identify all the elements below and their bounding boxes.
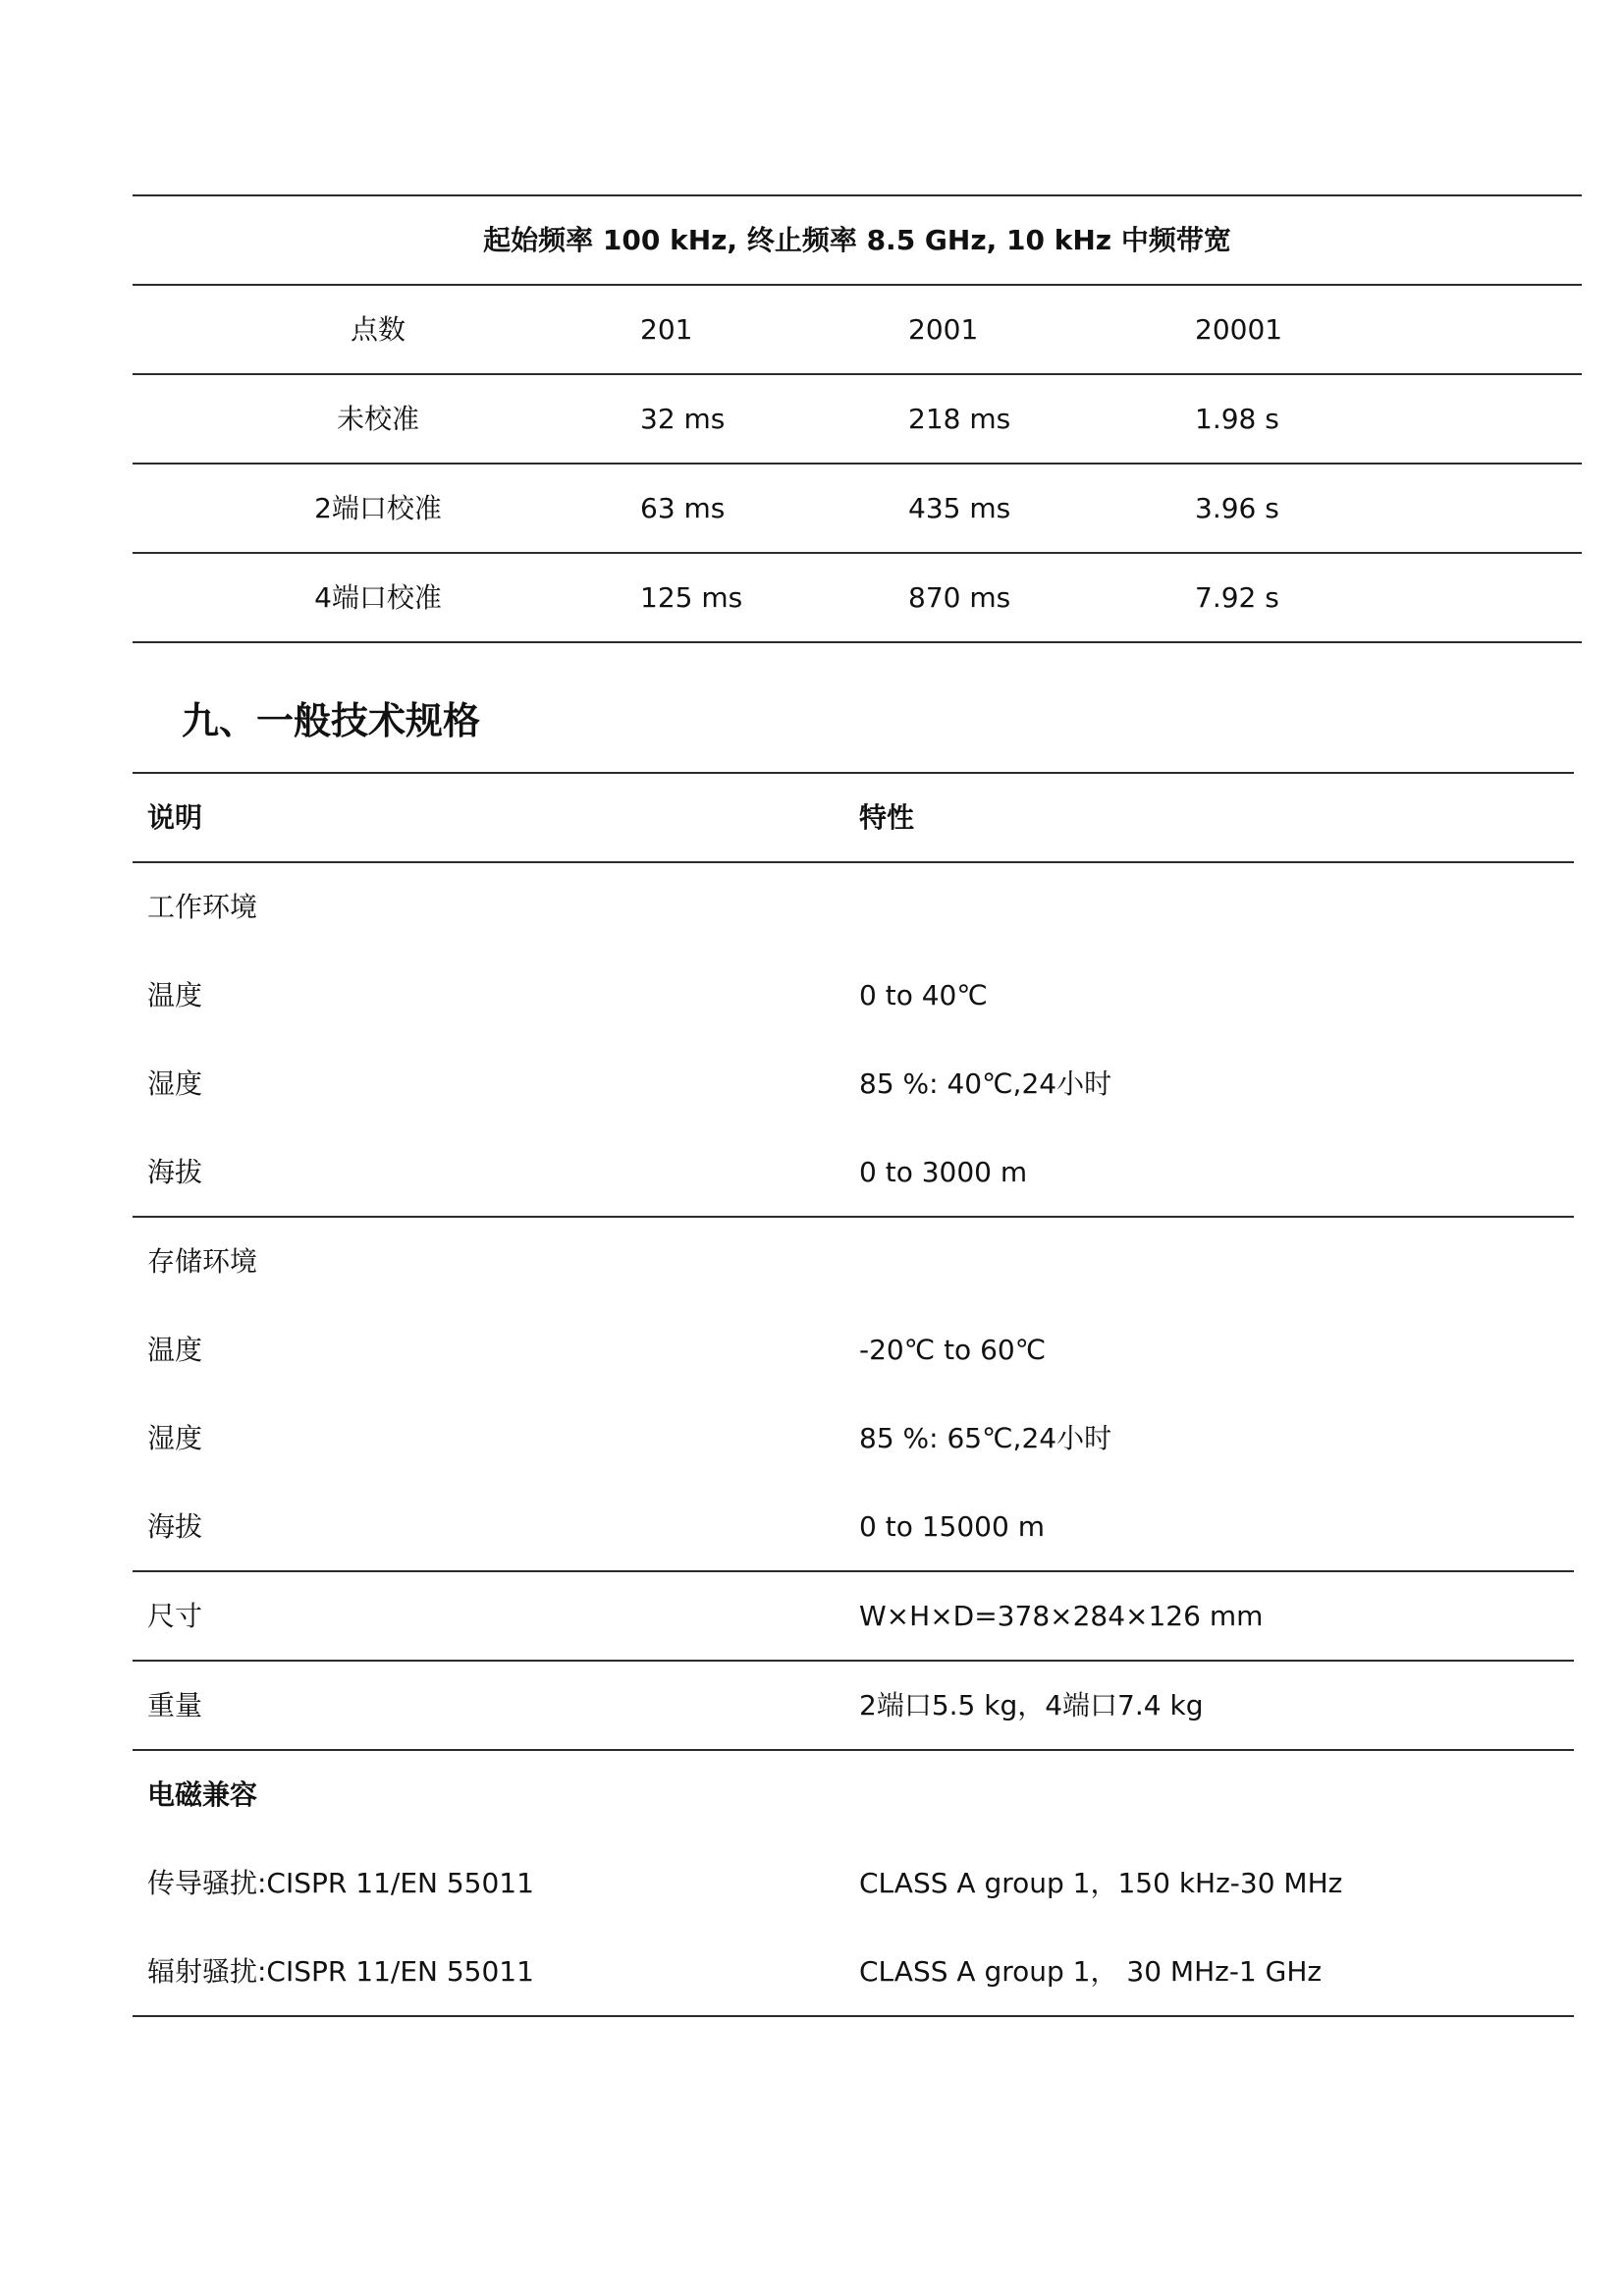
spec-value: 0 to 40℃	[859, 979, 988, 1011]
value-cell: 7.92 s	[1195, 581, 1279, 614]
row-label: 4端口校准	[314, 581, 442, 614]
spec-description: 海拔	[147, 1156, 203, 1188]
group-label: 电磁兼容	[147, 1778, 258, 1811]
table-rule	[133, 2015, 1574, 2017]
table-rule	[133, 772, 1574, 774]
spec-description: 尺寸	[147, 1600, 203, 1632]
table-rule	[133, 463, 1582, 465]
table-rule	[133, 1660, 1574, 1662]
spec-value: 85 %: 65℃,24小时	[859, 1422, 1112, 1454]
timing-table-header: 起始频率 100 kHz, 终止频率 8.5 GHz, 10 kHz 中频带宽	[483, 224, 1231, 256]
spec-value: -20℃ to 60℃	[859, 1334, 1047, 1366]
value-cell: 2001	[908, 313, 979, 346]
table-rule	[133, 641, 1582, 643]
table-rule	[133, 284, 1582, 286]
spec-description: 重量	[147, 1689, 203, 1722]
spec-value: CLASS A group 1， 30 MHz-1 GHz	[859, 1955, 1323, 1988]
spec-description: 传导骚扰:CISPR 11/EN 55011	[147, 1867, 534, 1899]
spec-description: 湿度	[147, 1422, 203, 1454]
column-header-characteristic: 特性	[859, 801, 915, 834]
spec-description: 温度	[147, 1334, 203, 1366]
table-rule	[133, 194, 1582, 196]
value-cell: 3.96 s	[1195, 492, 1279, 524]
table-rule	[133, 1216, 1574, 1218]
table-rule	[133, 373, 1582, 375]
table-rule	[133, 861, 1574, 863]
value-cell: 435 ms	[908, 492, 1011, 524]
value-cell: 870 ms	[908, 581, 1011, 614]
value-cell: 32 ms	[640, 403, 726, 435]
spec-description: 湿度	[147, 1067, 203, 1100]
group-label: 工作环境	[147, 891, 258, 923]
spec-value: CLASS A group 1，150 kHz-30 MHz	[859, 1867, 1343, 1899]
spec-value: W×H×D=378×284×126 mm	[859, 1600, 1264, 1632]
column-header-description: 说明	[147, 801, 203, 834]
spec-value: 0 to 15000 m	[859, 1510, 1045, 1543]
spec-description: 温度	[147, 979, 203, 1011]
group-label: 存储环境	[147, 1245, 258, 1278]
table-rule	[133, 1749, 1574, 1751]
row-label: 未校准	[336, 403, 419, 435]
spec-description: 海拔	[147, 1510, 203, 1543]
value-cell: 20001	[1195, 313, 1283, 346]
row-label: 2端口校准	[314, 492, 442, 524]
table-rule	[133, 552, 1582, 554]
value-cell: 201	[640, 313, 693, 346]
value-cell: 1.98 s	[1195, 403, 1279, 435]
row-label: 点数	[350, 313, 406, 346]
section-title: 九、一般技术规格	[182, 699, 481, 742]
spec-value: 85 %: 40℃,24小时	[859, 1067, 1112, 1100]
spec-description: 辐射骚扰:CISPR 11/EN 55011	[147, 1955, 534, 1988]
value-cell: 63 ms	[640, 492, 726, 524]
spec-value: 0 to 3000 m	[859, 1156, 1028, 1188]
value-cell: 218 ms	[908, 403, 1011, 435]
spec-value: 2端口5.5 kg，4端口7.4 kg	[859, 1689, 1204, 1722]
table-rule	[133, 1570, 1574, 1572]
value-cell: 125 ms	[640, 581, 743, 614]
